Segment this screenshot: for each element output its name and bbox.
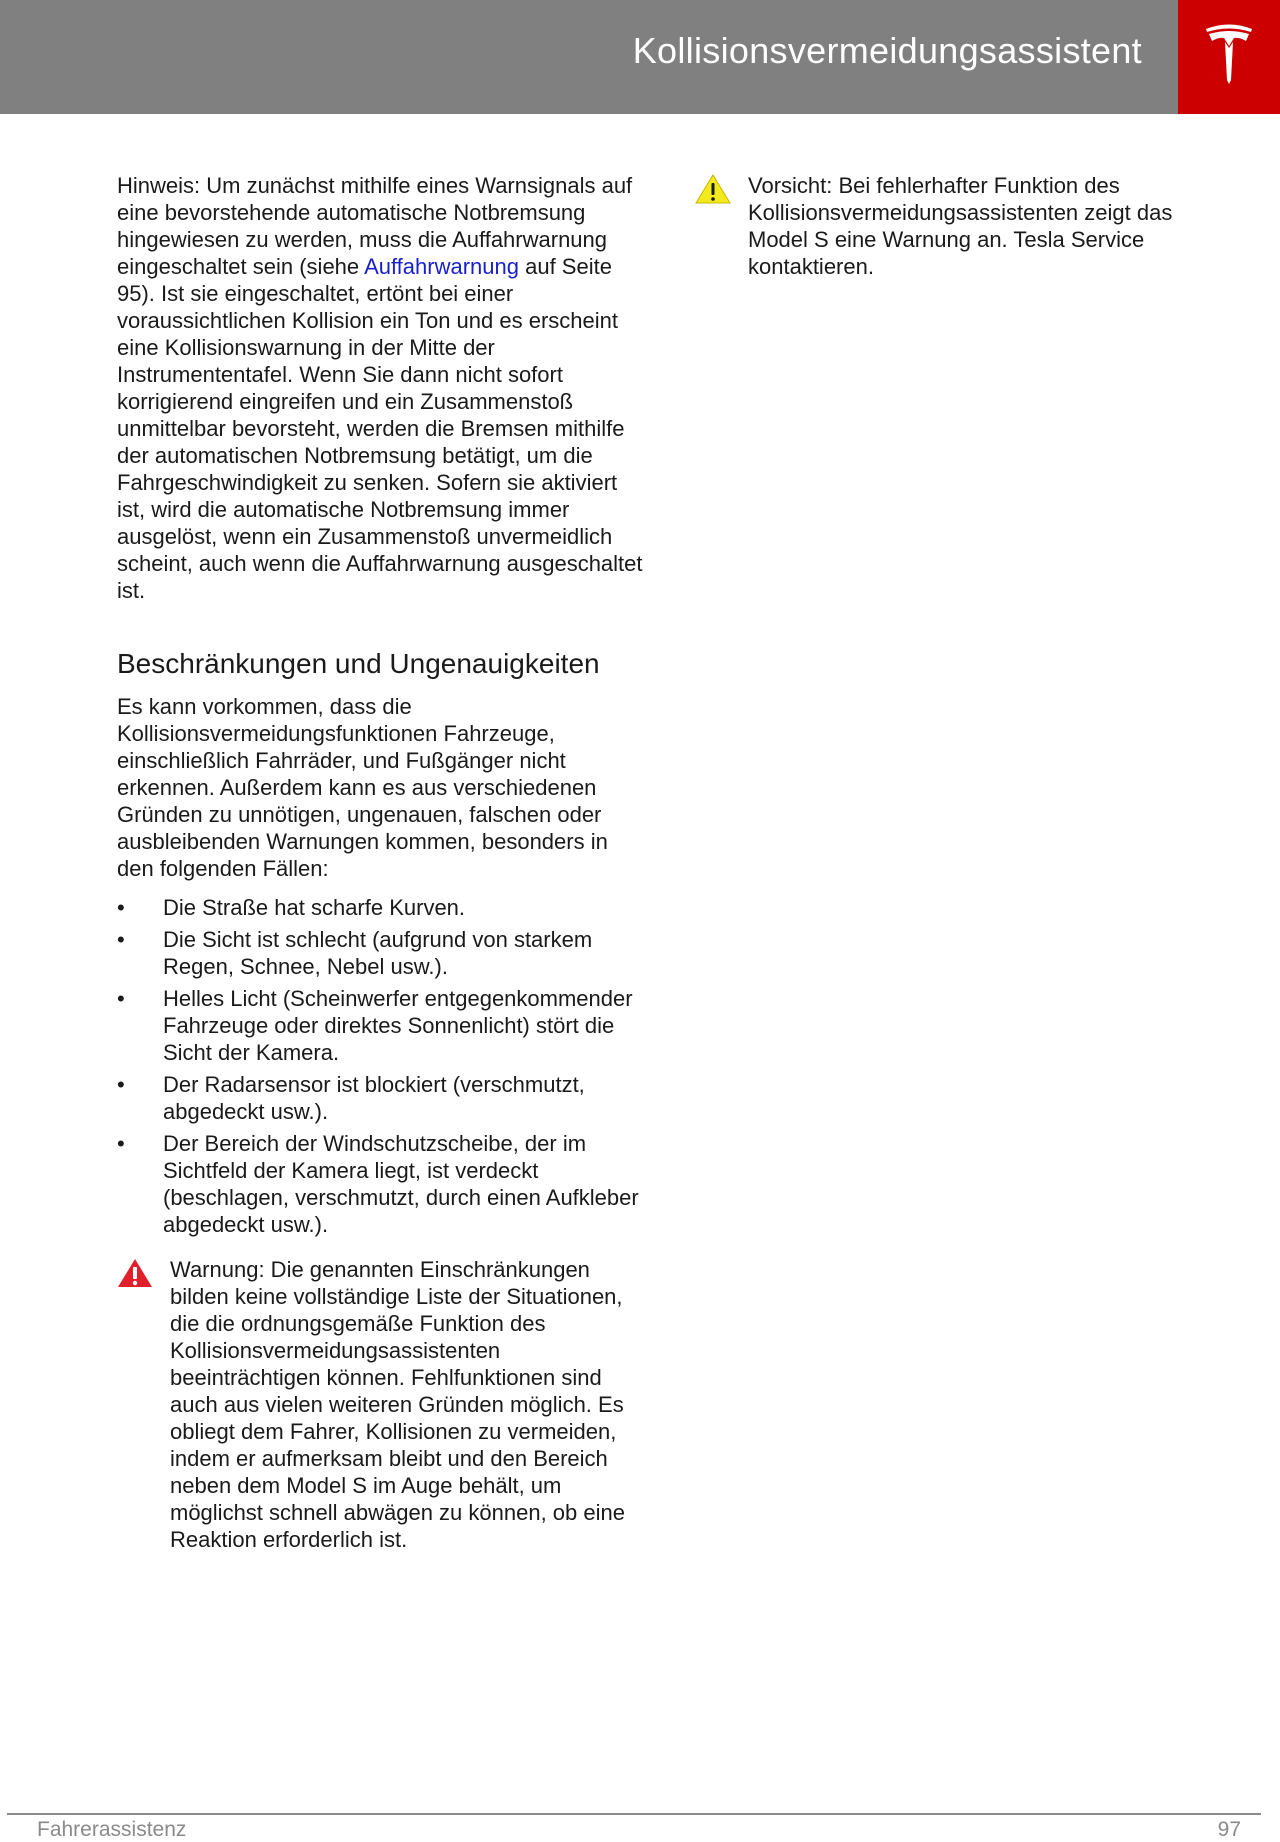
bullet-icon: • [117, 1072, 125, 1097]
list-item-text: Die Sicht ist schlecht (aufgrund von starkem Regen, Schnee, Nebel usw.). [163, 927, 593, 979]
right-column [695, 172, 1215, 280]
footer-section-name: Fahrerassistenz [37, 1818, 187, 1841]
bullet-icon: • [117, 1131, 125, 1156]
tesla-logo-icon [1204, 20, 1254, 86]
list-item [117, 1071, 647, 1125]
warning-text: Warnung: Die genannten Einschränkungen bilden keine vollständige Liste der Situationen, die die ordnungsgemäße Funktion des Kollisionsvermeidungsassistenten beeinträchtigen können. Fehlfunktionen sind auch aus vielen weiteren Gründen möglich. Es obliegt dem Fahrer, Kollisionen zu vermeiden, indem er aufmerksam bleibt und den Bereich neben dem Model S im Auge behält, um möglichst schnell abwägen zu können, ob eine Reaktion erforderlich ist. [170, 1257, 625, 1552]
caution-text: Vorsicht: Bei fehlerhafter Funktion des Kollisionsvermeidungsassistenten zeigt das Model S eine Warnung an. Tesla Service kontaktieren. [748, 173, 1173, 279]
brand-logo-box [1178, 0, 1280, 114]
caution-notice [695, 172, 1215, 280]
list-item [117, 985, 647, 1066]
limitations-list [117, 894, 647, 1238]
note-text-start: Hinweis: Um zunächst mithilfe eines Warnsignals auf eine bevorstehende automatische Notbremsung hingewiesen zu werden, muss die Auffahrwarnung eingeschaltet sein (siehe [117, 173, 633, 279]
page-title: Kollisionsvermeidungsassistent [632, 30, 1142, 71]
header-bar [0, 0, 1178, 114]
left-column [117, 172, 647, 1553]
list-item [117, 1130, 647, 1238]
list-item-text: Helles Licht (Scheinwerfer entgegenkommender Fahrzeuge oder direktes Sonnenlicht) stört die Sicht der Kamera. [163, 986, 633, 1065]
list-item-text: Der Radarsensor ist blockiert (verschmutzt, abgedeckt usw.). [163, 1072, 585, 1124]
intro-paragraph: Es kann vorkommen, dass die Kollisionsvermeidungsfunktionen Fahrzeuge, einschließlich Fahrräder, und Fußgänger nicht erkennen. Außerdem kann es aus verschiedenen Gründen zu unnötigen, ungenauen, falschen oder ausbleibenden Warnungen kommen, besonders in den folgenden Fällen: [117, 694, 608, 881]
bullet-icon: • [117, 986, 125, 1011]
auffahrwarnung-link[interactable]: Auffahrwarnung [364, 254, 519, 279]
list-item [117, 894, 647, 921]
list-item-text: Der Bereich der Windschutzscheibe, der im Sichtfeld der Kamera liegt, ist verdeckt (beschlagen, verschmutzt, durch einen Aufkleber abgedeckt usw.). [163, 1131, 639, 1237]
bullet-icon: • [117, 927, 125, 952]
footer-divider [7, 1813, 1261, 1815]
list-item [117, 926, 647, 980]
page-number: 97 [1217, 1818, 1241, 1841]
section-heading: Beschränkungen und Ungenauigkeiten [117, 648, 600, 679]
list-item-text: Die Straße hat scharfe Kurven. [163, 895, 466, 920]
warning-triangle-icon [117, 1258, 153, 1288]
note-paragraph [117, 172, 647, 604]
note-text-end: auf Seite 95). Ist sie eingeschaltet, ertönt bei einer voraussichtlichen Kollision ein Ton und es erscheint eine Kollisionswarnung in der Mitte der Instrumententafel. Wenn Sie dann nicht sofort korrigierend eingreifen und ein Zusammenstoß unmittelbar bevorsteht, werden die Bremsen mithilfe der automatischen Notbremsung betätigt, um die Fahrgeschwindigkeit zu senken. Sofern sie aktiviert ist, wird die automatische Notbremsung immer ausgelöst, wenn ein Zusammenstoß unvermeidlich scheint, auch wenn die Auffahrwarnung ausgeschaltet ist. [117, 254, 643, 603]
caution-triangle-icon [695, 174, 731, 204]
warning-notice [117, 1256, 647, 1553]
bullet-icon: • [117, 895, 125, 920]
